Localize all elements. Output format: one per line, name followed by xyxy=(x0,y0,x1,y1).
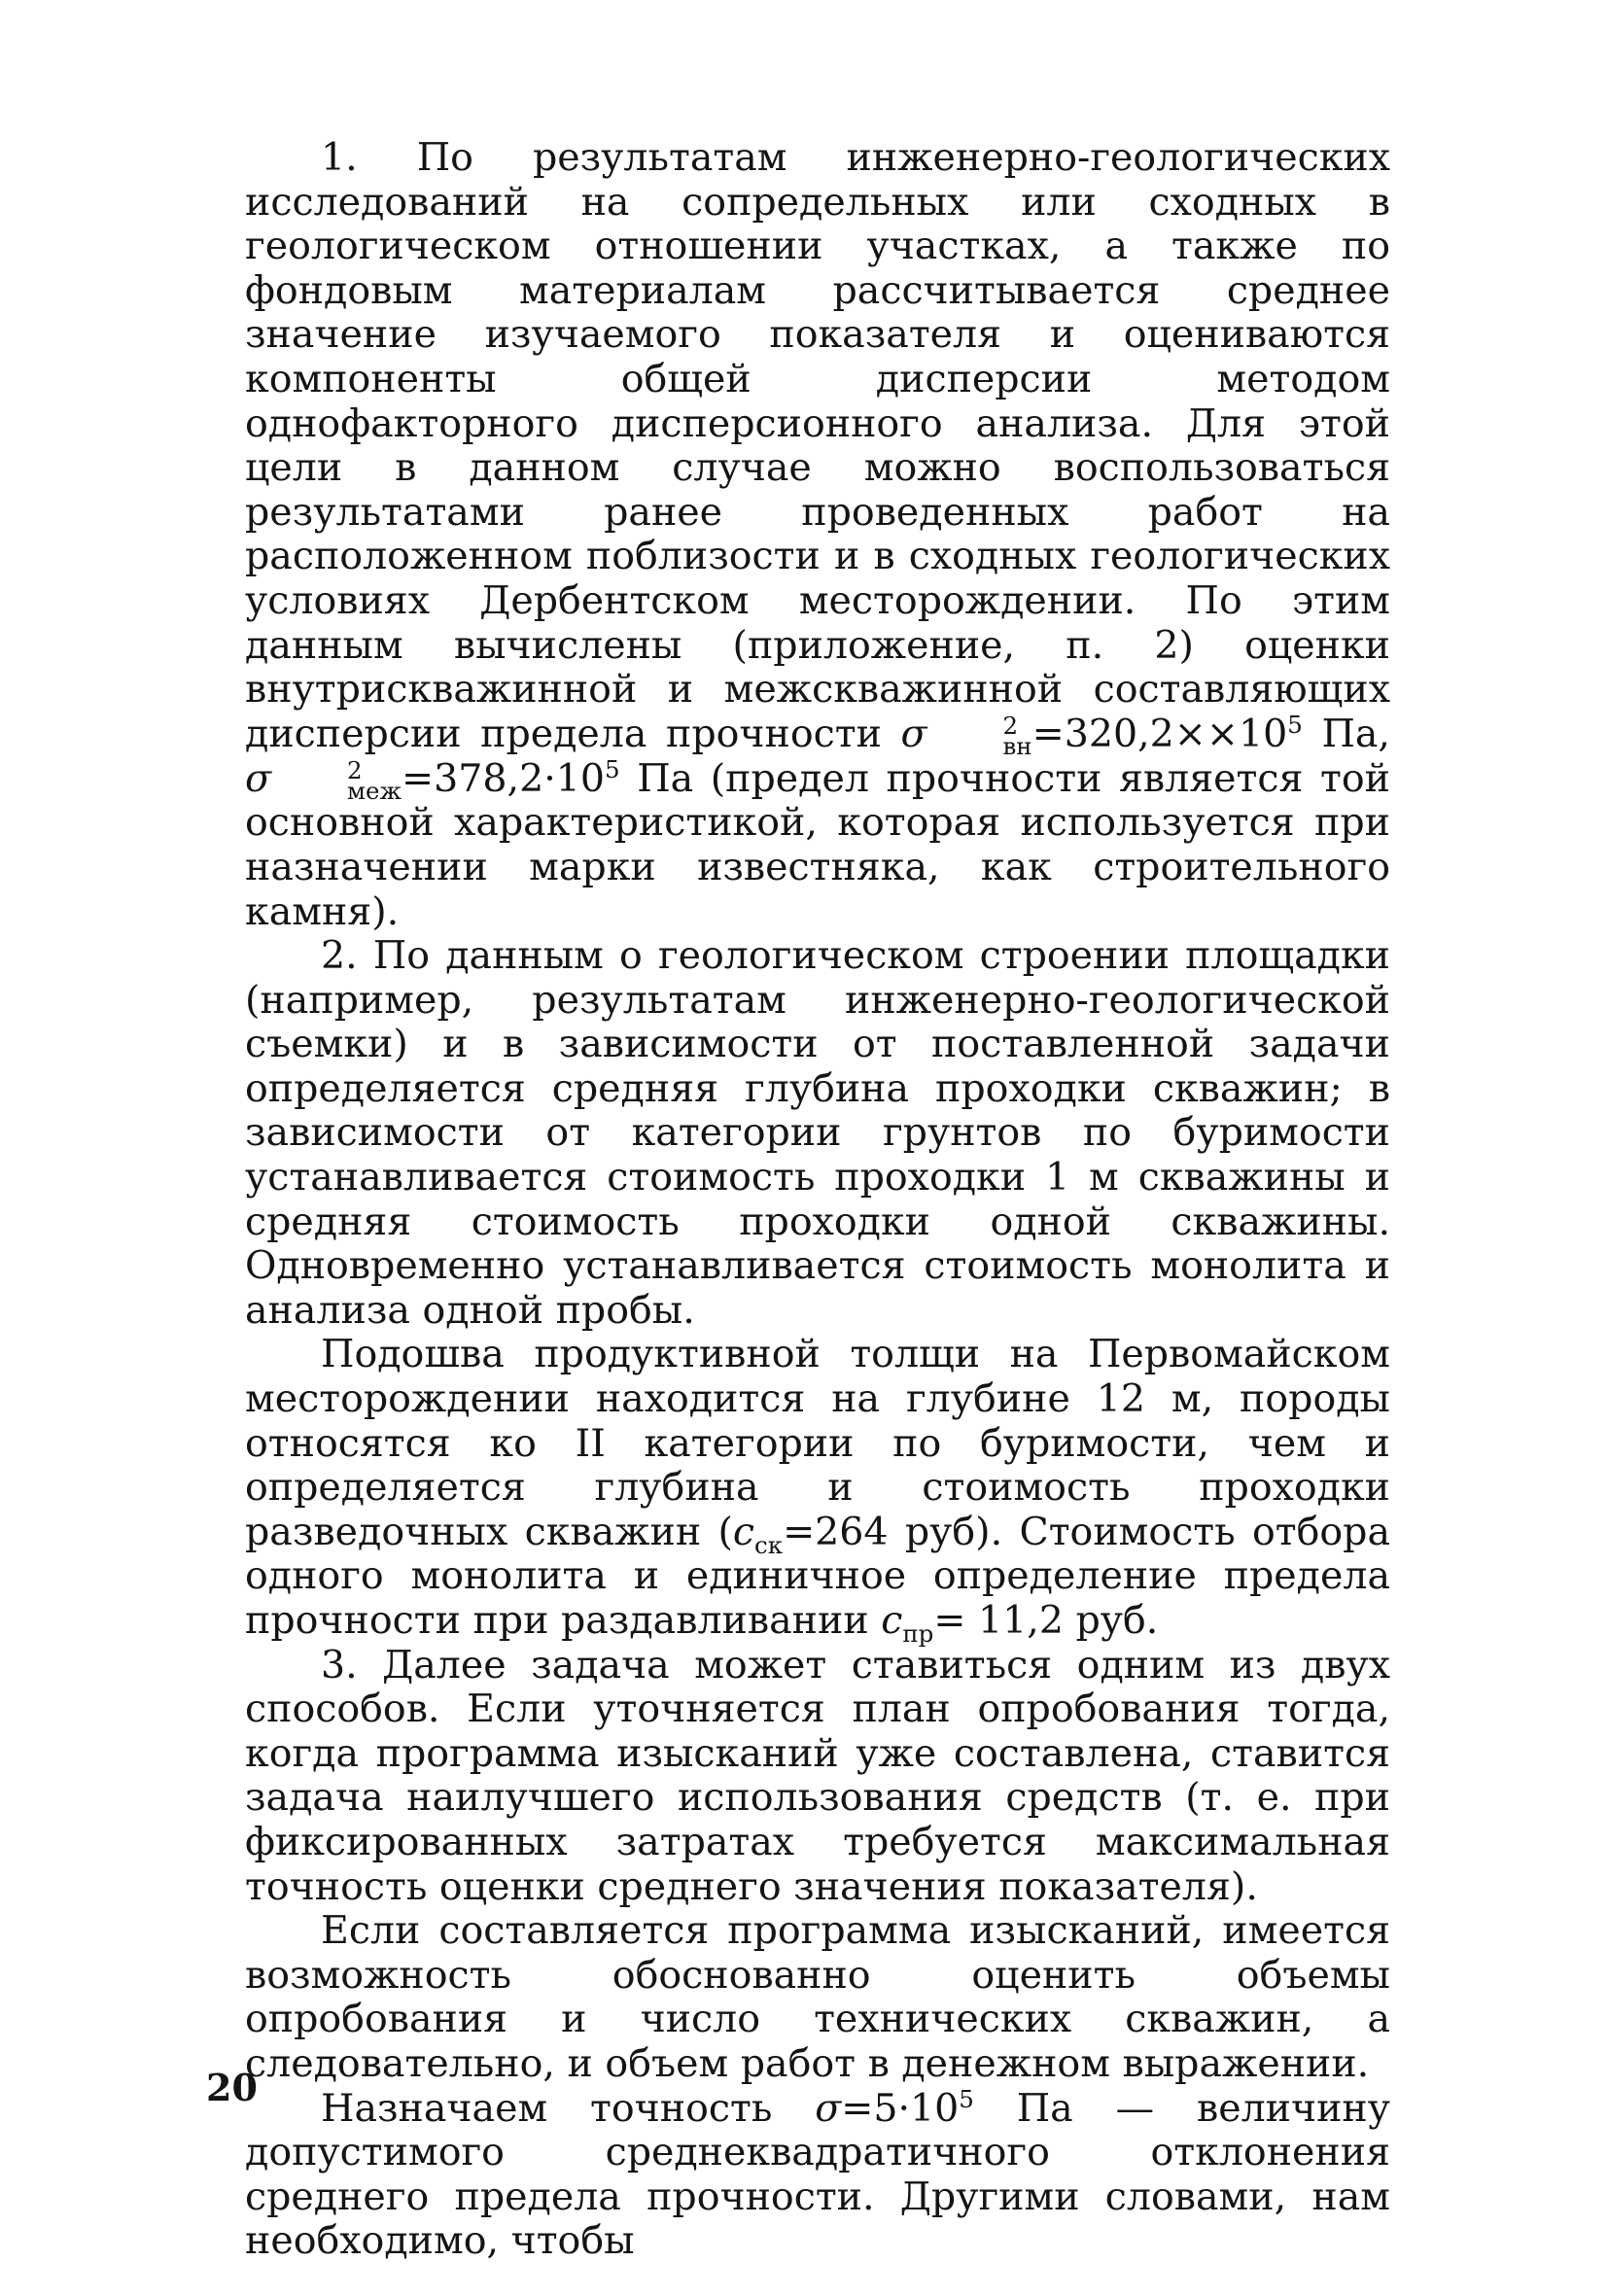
paragraph-2: 2. По данным о геологическом строении площадки (например, результатам инженерно-геологической съемки) и в зависимости от поставленной задачи определяется средняя глубина проходки скважин; в зависимости от категории грунтов по буримости устанавливается стоимость проходки 1 м скважины и средняя стоимость проходки одной скважины. Одновременно устанавливается стоимость монолита и анализа одной пробы. xyxy=(245,933,1390,1333)
paragraph-3: Подошва продуктивной толщи на Первомайском месторождении находится на глубине 12 м, породы относятся ко II категории по буримости, чем и определяется глубина и стоимость проходки разведочных скважин ($c_{ск}=264$ руб). Стоимость отбора одного монолита и единичное определение предела прочности при раздавливании $c_{пр}= 11,2$ руб. xyxy=(245,1332,1390,1648)
page-text xyxy=(245,136,1390,2264)
sigma-symbol: σ xyxy=(900,711,927,756)
paragraph-6: Назначаем точность $\sigma=5\cdot 10^5$ Па — величину допустимого среднеквадратичного отклонения среднего предела прочности. Другими словами, нам необходимо, чтобы xyxy=(245,2084,1391,2264)
sigma-vn-index: 2 вн xyxy=(1002,711,1032,760)
paragraph-1: 1. По результатам инженерно-геологических исследований на сопредельных или сходных в геологическом отношении участках, а также по фондовым материалам рассчитывается среднее значение изучаемого показателя и оцениваются компоненты общей дисперсии методом однофакторного дисперсионного анализа. Для этой цели в данном случае можно воспользоваться результатами ранее проведенных работ на расположенном поблизости и в сходных геологических условиях Дербентском месторождении. По этим данным вычислены (приложение, п. 2) оценки внутрискважинной и межскважинной составляющих дисперсии предела прочности σ 2 вн $=320,2\times\times 10^5$ Па, σ 2 меж $=378,2\cdot 10^5$ Па (предел прочности является той основной характеристикой, которая используется при назначении марки известняка, как строительного камня). xyxy=(245,135,1390,934)
sigma-mezh-index: 2 меж xyxy=(346,755,402,805)
sigma-mezh-value: =378,2·10 xyxy=(402,755,606,801)
sigma-vn-value: =320,2× xyxy=(1031,711,1206,756)
paragraph-1-text: 1. По результатам инженерно-геологических исследований на сопредельных или сходных в геологическом отношении участках, а также по фондовым материалам рассчитывается среднее значение изучаемого показателя и оцениваются компоненты общей дисперсии методом однофакторного дисперсионного анализа. Для этой цели в данном случае можно воспользоваться результатами ранее проведенных работ на расположенном поблизости и в сходных геологических условиях Дербентском месторождении. По этим данным вычислены (приложение, п. 2) оценки внутрискважинной и межскважинной составляющих дисперсии предела прочности xyxy=(245,135,1390,756)
page-number: 20 xyxy=(206,2066,258,2109)
paragraph-5: Если составляется программа изысканий, имеется возможность обоснованно оценить объемы опробования и число технических скважин, а следовательно, и объем работ в денежном выражении. xyxy=(245,1908,1390,2086)
paragraph-4: 3. Далее задача может ставиться одним из двух способов. Если уточняется план опробования тогда, когда программа изысканий уже составлена, ставится задача наилучшего использования средств (т. е. при фиксированных затратах требуется максимальная точность оценки среднего значения показателя). xyxy=(245,1642,1390,1909)
